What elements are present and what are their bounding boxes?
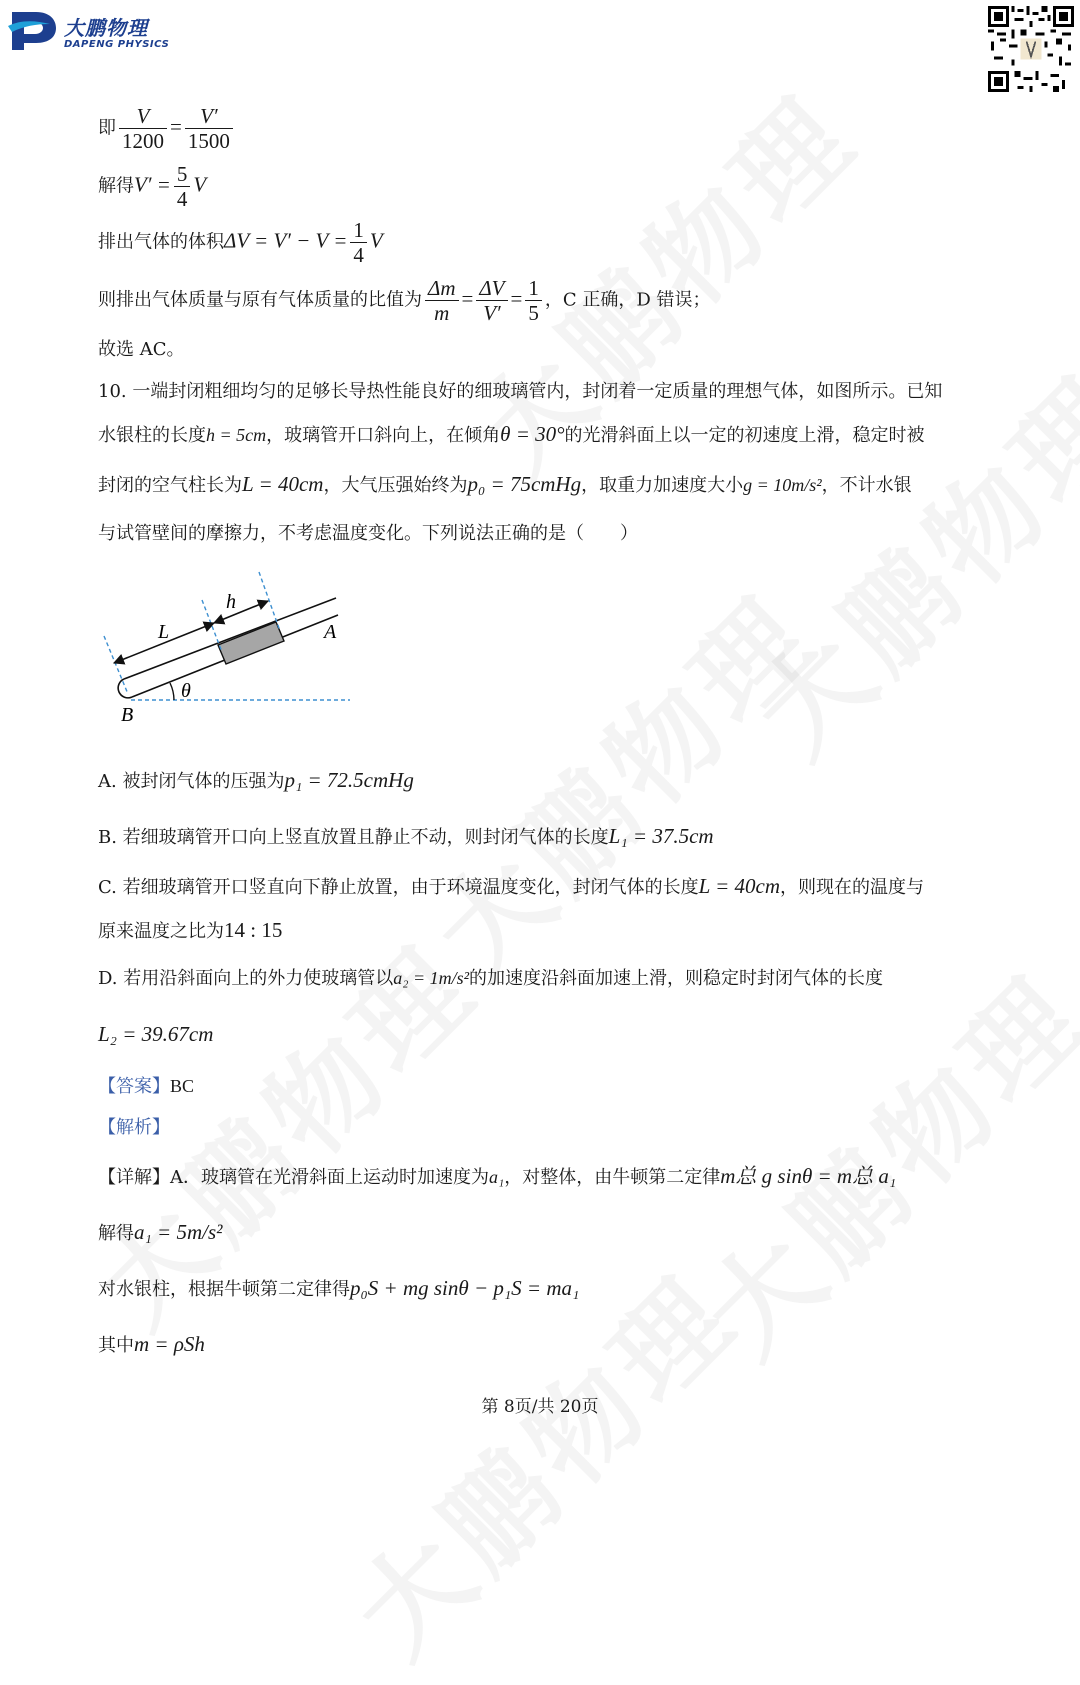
option-b: B. 若细玻璃管开口向上竖直放置且静止不动，则封闭气体的长度L₁ = 37.5cm xyxy=(98,824,714,848)
q10-line-4: 与试管壁间的摩擦力，不考虑温度变化。下列说法正确的是（ ） xyxy=(98,523,638,544)
analysis-tag: 【解析】 xyxy=(98,1117,170,1138)
option-a: A. 被封闭气体的压强为p₁ = 72.5cmHg xyxy=(98,768,414,792)
label-B: B xyxy=(121,704,134,726)
sol9-line-1: 即 $\frac{V}{1200}$ = $\frac{V'}{1500}$ xyxy=(98,104,236,153)
fraction: $\frac{\Delta V}{V'}$ xyxy=(476,276,507,325)
watermark-3 xyxy=(394,553,845,1004)
fraction: $\frac{5}{4}$ xyxy=(174,162,191,211)
fraction: $\frac{\Delta m}{m}$ xyxy=(425,276,459,325)
qr-code xyxy=(988,6,1074,92)
detail-tag: 【详解】 xyxy=(98,1167,170,1188)
fraction: $\frac{V'}{1500}$ xyxy=(185,104,233,153)
angle-arc xyxy=(170,683,174,700)
label-h: h xyxy=(226,591,236,613)
option-c-line-1: C. 若细玻璃管开口竖直向下静止放置，由于环境温度变化，封闭气体的长度L = 40cm，则现在的温度与 xyxy=(98,874,925,898)
q10-line-3: 封闭的空气柱长为L = 40cm，大气压强始终为p₀ = 75cmHg，取重力加速度大小g = 10m/s²，不计水银 xyxy=(98,472,912,496)
answer-line xyxy=(98,1074,194,1099)
label-A: A xyxy=(324,621,337,643)
arrow-h xyxy=(214,601,268,623)
mercury-eq-line: 对水银柱，根据牛顿第二定律得p₀S + mg sinθ − p₁S = ma₁ xyxy=(98,1276,580,1300)
fraction: $\frac{V}{1200}$ xyxy=(119,104,167,153)
fraction: $\frac{1}{5}$ xyxy=(525,276,542,325)
option-d-line-2: L₂ = 39.67cm xyxy=(98,1022,214,1046)
label-theta: θ xyxy=(181,680,191,702)
q10-line-2: 水银柱的长度h = 5cm，玻璃管开口斜向上，在倾角θ = 30°的光滑斜面上以一定的初速度上滑，稳定时被 xyxy=(98,422,925,446)
watermark-5 xyxy=(664,933,1080,1384)
option-d-line-1: D. 若用沿斜面向上的外力使玻璃管以a₂ = 1m/s²的加速度沿斜面加速上滑，则稳定时封闭气体的长度 xyxy=(98,968,884,989)
analysis-line xyxy=(98,1116,170,1140)
mercury-column xyxy=(218,622,284,664)
figure-tube-on-incline xyxy=(96,566,356,726)
solve-line: 解得a₁ = 5m/s² xyxy=(98,1220,223,1244)
label-L: L xyxy=(158,621,170,643)
answer-value: BC xyxy=(170,1076,195,1096)
answer-tag: 【答案】 xyxy=(98,1076,170,1097)
detail-line: 【详解】A．玻璃管在光滑斜面上运动时加速度为a₁，对整体，由牛顿第二定律m总 g sinθ = m总 a₁ xyxy=(98,1164,897,1188)
sol9-line-3: 排出气体的体积ΔV = V′ − V = $\frac{1}{4}$ V xyxy=(98,218,383,267)
where-line: 其中m = ρSh xyxy=(98,1332,205,1356)
page-number: 第 8页/共 20页 xyxy=(481,1397,599,1417)
sol9-line-4: 则排出气体质量与原有气体质量的比值为 $\frac{\Delta m}{m}$ = $\frac{\Delta V}{V'}$ = $\frac{1}{5}$ ，C 正确，D 错误； xyxy=(98,276,711,325)
brand-name-cn: 大鹏物理 xyxy=(64,16,148,40)
sol9-conclusion: 故选 AC。 xyxy=(98,339,185,360)
q10-line-1: 10. 一端封闭粗细均匀的足够长导热性能良好的细玻璃管内，封闭着一定质量的理想气体，如图所示。已知 xyxy=(98,381,943,402)
brand-logo-icon xyxy=(6,6,60,54)
option-c-line-2: 原来温度之比为14 : 15 xyxy=(98,918,283,942)
fraction: $\frac{1}{4}$ xyxy=(350,218,367,267)
brand-logo xyxy=(6,6,176,54)
qr-code-icon xyxy=(988,6,1074,92)
sol9-line-2: 解得V′ = $\frac{5}{4}$ V xyxy=(98,162,207,211)
brand-name-en: DAPENG PHYSICS xyxy=(64,39,170,50)
